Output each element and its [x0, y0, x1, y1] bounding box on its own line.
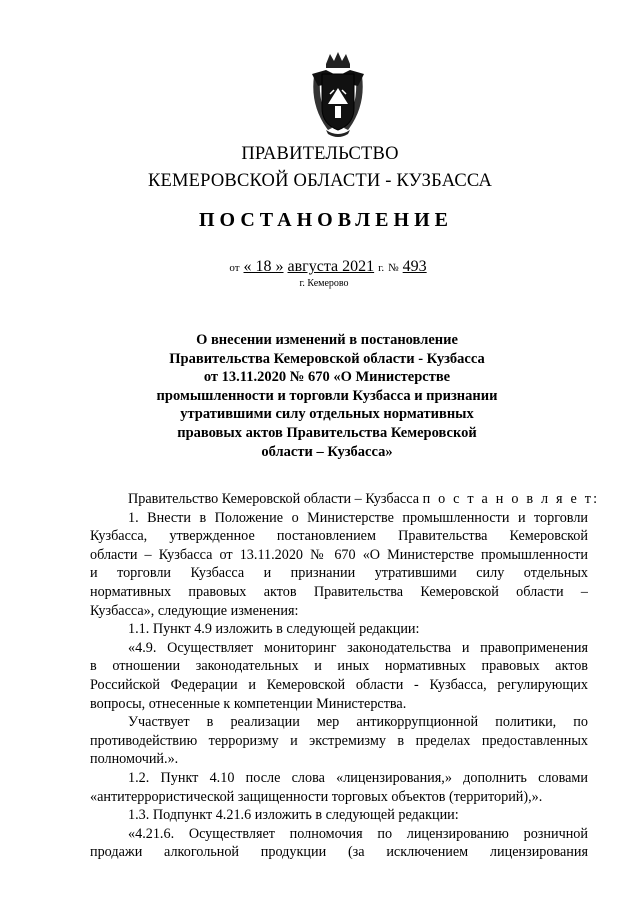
document-body [90, 490, 600, 862]
body-text-line: 1. Внести в Положение о Министерстве промышленности и торговли [128, 509, 588, 526]
date-year-suffix: г. [378, 262, 385, 274]
body-text-line: «антитеррористической защищенности торговых объектов (территорий),». [90, 788, 543, 805]
title-line: от 13.11.2020 № 670 «О Министерстве [203, 369, 451, 386]
document-number: 493 [402, 258, 427, 275]
date-open-quote: « [243, 258, 252, 275]
date-day: 18 [255, 258, 272, 275]
body-text-line: 1.3. Подпункт 4.21.6 изложить в следующей редакции: [128, 807, 459, 824]
title-line: правовых актов Правительства Кемеровской [177, 424, 477, 441]
document-date-number [8, 258, 640, 276]
number-sign: № [388, 262, 399, 274]
date-month-year: августа 2021 [287, 258, 375, 275]
body-lines [90, 509, 588, 862]
document-city: г. Кемерово [299, 278, 349, 289]
organization-name-line2: КЕМЕРОВСКОЙ ОБЛАСТИ - КУЗБАССА [147, 171, 493, 191]
body-text-line: 1.2. Пункт 4.10 после слова «лицензирования,» дополнить словами [128, 769, 588, 786]
body-intro-verb: п о с т а н о в л я е т: [422, 491, 600, 507]
body-text-line: продажи алкогольной продукции (за исключением лицензирования [90, 844, 588, 861]
date-prefix: от [229, 262, 240, 274]
body-intro-text: Правительство Кемеровской области – Кузбасса [128, 491, 420, 507]
body-text-line: Кузбасса», следующие изменения: [90, 602, 299, 619]
body-text-line: в отношении законодательных и иных нормативных правовых актов [90, 658, 588, 675]
body-intro-line [90, 490, 600, 509]
title-line: промышленности и торговли Кузбасса и признании [156, 387, 498, 404]
date-close-quote: » [275, 258, 284, 275]
kuzbass-coat-of-arms-icon [308, 50, 368, 138]
body-text-line: Участвует в реализации мер антикоррупционной политики, по [128, 714, 588, 731]
title-line: О внесении изменений в постановление [196, 332, 458, 348]
body-text-line: Российской Федерации и Кемеровской области - Кузбасса, регулирующих [90, 676, 588, 693]
body-text-line: 1.1. Пункт 4.9 изложить в следующей редакции: [128, 621, 420, 638]
title-line: Правительства Кемеровской области - Кузбасса [169, 350, 485, 367]
body-text-line: Кузбасса, утвержденное постановлением Правительства Кемеровской [90, 528, 588, 545]
body-text-line: области – Кузбасса от 13.11.2020 № 670 «О Министерстве промышленности [90, 546, 588, 563]
body-text-line: и торговли Кузбасса и признании утратившими силу отдельных [90, 565, 588, 582]
document-type-heading: ПОСТАНОВЛЕНИЕ [199, 209, 453, 231]
title-line: утратившими силу отдельных нормативных [180, 406, 474, 423]
title-line: области – Кузбасса» [261, 443, 393, 460]
document-title [140, 331, 514, 461]
body-text-line: полномочий.». [90, 751, 179, 768]
organization-name-line1: ПРАВИТЕЛЬСТВО [241, 144, 399, 164]
body-text-line: вопросы, отнесенные к компетенции Министерства. [90, 695, 407, 712]
body-text-line: «4.9. Осуществляет мониторинг законодательства и правоприменения [128, 639, 588, 656]
body-text-line: «4.21.6. Осуществляет полномочия по лицензированию розничной [128, 825, 588, 842]
body-text-line: противодействию терроризму и экстремизму в пределах предоставленных [90, 732, 588, 749]
body-text-line: нормативных правовых актов Правительства Кемеровской области – [90, 583, 588, 600]
